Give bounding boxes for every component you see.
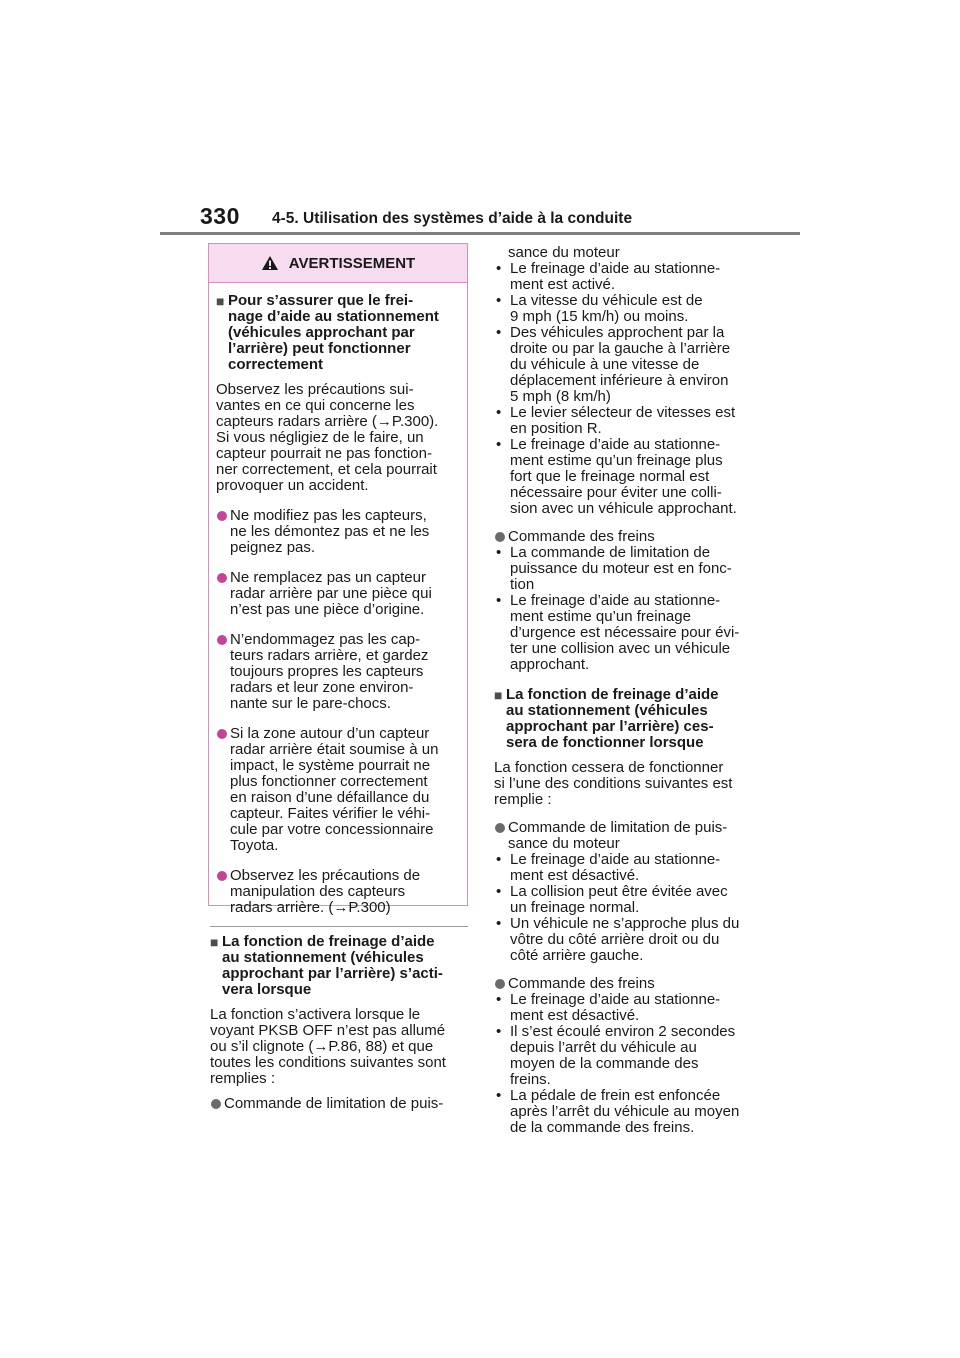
warning-heading: ■ Pour s’assurer que le frei- nage d’aide au stationnement (véhicules approchant par l’arrière) peut fonctionner correctement: [216, 292, 439, 373]
right-column: [494, 245, 756, 1136]
square-bullet-icon: ■: [494, 687, 503, 703]
square-bullet-icon: ■: [216, 293, 225, 309]
list-item: • Le freinage d’aide au stationne- ment estime qu’un freinage d’urgence est nécessaire pour évi- ter une collision avec un véhicule approchant.: [496, 592, 740, 673]
list-item: • La commande de limitation de puissance du moteur est en fonc- tion: [496, 544, 732, 593]
list-item: • Le freinage d’aide au stationne- ment est désactivé.: [496, 851, 721, 884]
activation-group-title-continued: sance du moteur: [508, 244, 620, 261]
list-item: • La pédale de frein est enfoncée après l’arrêt du véhicule au moyen de la commande des freins.: [496, 1087, 740, 1136]
activation-section: [210, 934, 472, 1112]
list-item: • Un véhicule ne s’approche plus du vôtre du côté arrière droit ou du côté arrière gauche.: [496, 915, 740, 964]
warning-bullet: Observez les précautions de manipulation des capteurs radars arrière. (→P.300): [216, 868, 461, 916]
section-title: 4-5. Utilisation des systèmes d’aide à la conduite: [272, 210, 633, 227]
circle-bullet-icon: [216, 632, 230, 712]
list-item: • La collision peut être évitée avec un freinage normal.: [496, 883, 728, 916]
warning-intro: Observez les précautions sui- vantes en ce qui concerne les capteurs radars arrière (→P.300). Si vous négligiez de le faire, un capteur pourrait ne pas fonction- ner correctement, et cela pourrait provoquer un accident.: [216, 381, 439, 494]
circle-bullet-icon: [494, 976, 508, 992]
list-item: • Le levier sélecteur de vitesses est en position R.: [496, 404, 736, 437]
square-bullet-icon: ■: [210, 934, 219, 950]
circle-bullet-icon: [216, 726, 230, 854]
activation-group-title: Commande de limitation de puis-: [210, 1096, 472, 1112]
circle-bullet-icon: [494, 820, 508, 852]
header-divider: [160, 232, 800, 235]
list-item: • Le freinage d’aide au stationne- ment est activé.: [496, 260, 721, 293]
cessation-heading: ■ La fonction de freinage d’aide au stationnement (véhicules approchant par l’arrière) ces- sera de fonctionner lorsque: [494, 686, 719, 751]
circle-bullet-icon: [216, 570, 230, 618]
circle-bullet-icon: [216, 508, 230, 556]
circle-bullet-icon: [494, 529, 508, 545]
list-item: • Il s’est écoulé environ 2 secondes depuis l’arrêt du véhicule au moyen de la commande des freins.: [496, 1023, 736, 1088]
page-number: 330: [200, 203, 240, 229]
list-item: • Le freinage d’aide au stationne- ment estime qu’un freinage plus fort que le freinage normal est nécessaire pour éviter une colli- sion avec un véhicule approchant.: [496, 436, 737, 517]
list-item: • La vitesse du véhicule est de 9 mph (15 km/h) ou moins.: [496, 292, 703, 325]
warning-bullet: N’endommagez pas les cap- teurs radars arrière, et gardez toujours propres les capteurs radars et leur zone environ- nante sur le pare-chocs.: [216, 632, 461, 712]
cessation-intro: La fonction cessera de fonctionner si l’une des conditions suivantes est remplie :: [494, 759, 733, 808]
circle-bullet-icon: [210, 1096, 224, 1112]
warning-bullet: Ne remplacez pas un capteur radar arrière par une pièce qui n’est pas une pièce d’origine.: [216, 570, 461, 618]
warning-bullet: Ne modifiez pas les capteurs, ne les démontez pas et ne les peignez pas.: [216, 508, 461, 556]
circle-bullet-icon: [216, 868, 230, 916]
cessation-group2-title: Commande des freins: [494, 976, 756, 992]
activation-intro: La fonction s’activera lorsque le voyant PKSB OFF n’est pas allumé ou s’il clignote (→P.86, 88) et que toutes les conditions suivantes sont remplies :: [210, 1006, 446, 1087]
cessation-group-title: Commande de limitation de puis- sance du moteur: [494, 820, 756, 852]
page-header: [0, 0, 960, 240]
warning-header: [209, 244, 467, 283]
warning-bullet: Si la zone autour d’un capteur radar arrière était soumise à un impact, le système pourrait ne plus fonctionner correctement en raison d’une défaillance du capteur. Faites vérifier le véhi- cule par votre concessionnaire Toyota.: [216, 726, 461, 854]
warning-title: AVERTISSEMENT: [288, 254, 416, 272]
list-item: • Des véhicules approchent par la droite ou par la gauche à l’arrière du véhicule à une vitesse de déplacement inférieure à environ 5 mph (8 km/h): [496, 324, 731, 405]
activation-group2-title: Commande des freins: [494, 529, 756, 545]
section-divider: [210, 926, 468, 927]
list-item: • Le freinage d’aide au stationne- ment est désactivé.: [496, 991, 721, 1024]
activation-heading: ■ La fonction de freinage d’aide au stationnement (véhicules approchant par l’arrière) s’acti- vera lorsque: [210, 933, 443, 998]
warning-box: [208, 243, 468, 916]
warning-triangle-icon: [261, 255, 279, 271]
